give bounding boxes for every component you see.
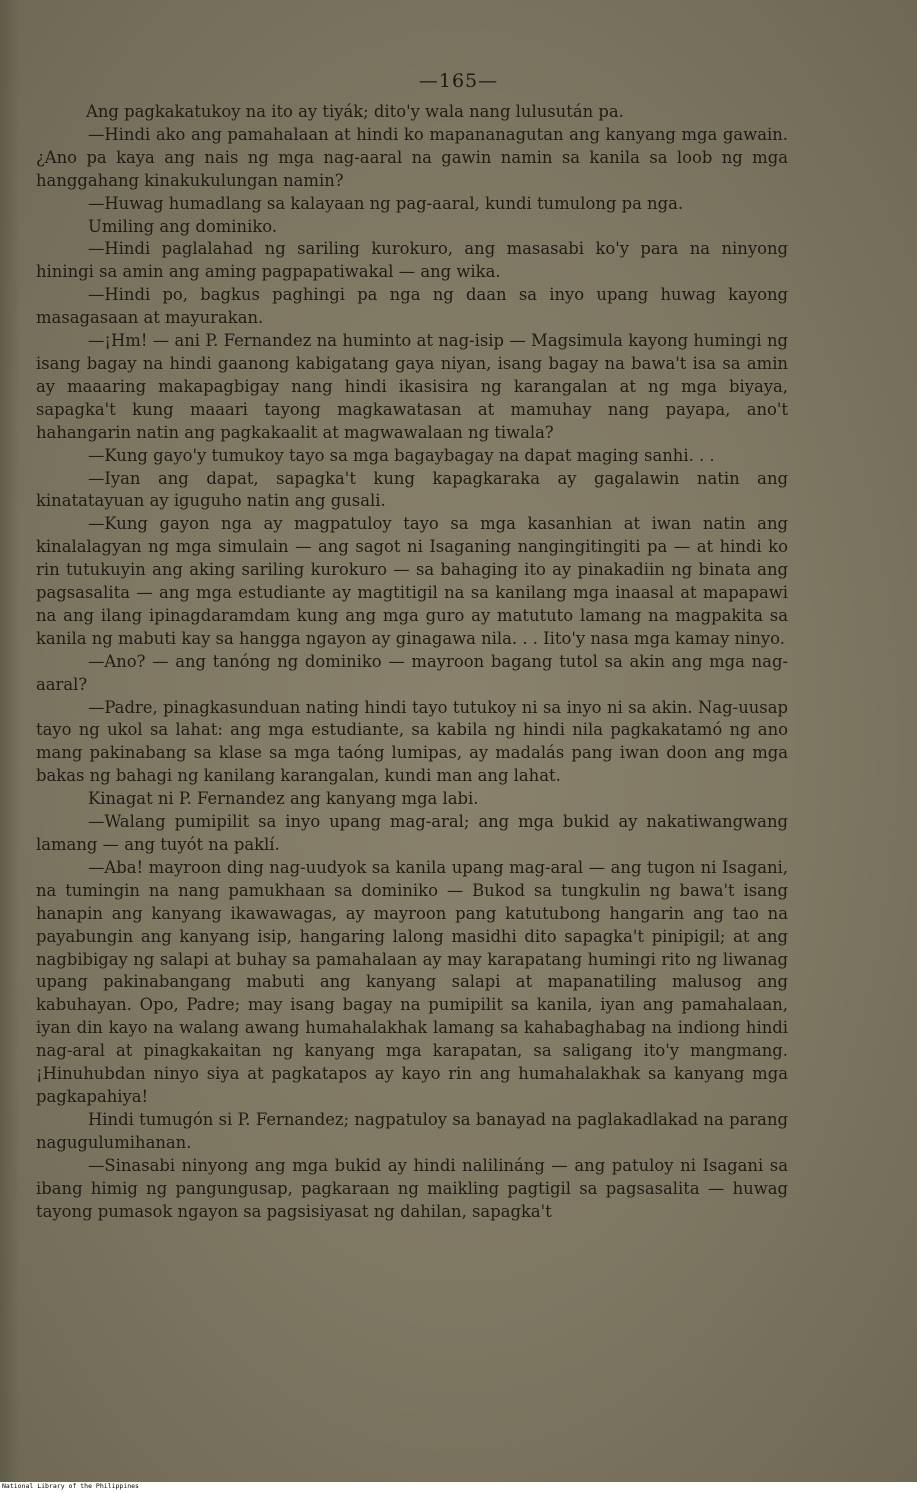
page-edge-shadow [0,0,20,1482]
paragraph: —Aba! mayroon ding nag-uudyok sa kanila upang mag-aral — ang tugon ni Isagani, na tumingin na nang pamukhaan sa dominiko — Bukod sa tungkulin ng bawa't isang hanapin ang kanyang ikawawagas, ay mayroon pang katutubong hangarin ang tao na payabungin ang kanyang isip, hangaring lalong masidhi dito sapagka't pinipigil; at ang nagbibigay ng salapi at buhay sa pamahalaan ay may karapatang humingi rito ng liwanag upang pakinabangang mabuti ang kanyang salapi at mapanatiling malusog ang kabuhayan. Opo, Padre; may isang bagay na pumipilit sa kanila, iyan ang pamahalaan, iyan din kayo na walang awang humahalakhak lamang sa kahabaghabag na indiong hindi nag-aral at pinagkakaitan ng kanyang mga karapatan, sa saligang ito'y mangmang. ¡Hinuhubdan ninyo siya at pagkatapos ay kayo rin ang humahalakhak sa kanyang mga pagkapahiya! [36,857,788,1106]
paragraph: —Hindi ako ang pamahalaan at hindi ko mapananagutan ang kanyang mga gawain. ¿Ano pa kaya ang nais ng mga nag-aaral na gawin namin sa kanila sa loob ng mga hanggahang kinakukulungan namin? [36,124,788,190]
paragraph: Ang pagkakatukoy na ito ay tiyák; dito'y wala nang lulusután pa. [86,102,624,121]
paragraph: —Ano? — ang tanóng ng dominiko — mayroon bagang tutol sa akin ang mga nag-aaral? [36,651,788,694]
paragraph: —Hindi paglalahad ng sariling kurokuro, ang masasabi ko'y para na ninyong hiningi sa amin ang aming pagpapatiwakal — ang wika. [36,239,788,282]
paragraph: —Sinasabi ninyong ang mga bukid ay hindi nalilináng — ang patuloy ni Isagani sa ibang himig ng pangungusap, pagkaraan ng maikling pagtigil sa pagsasalita — huwag tayong pumasok ngayon sa pagsisiyasat ng dahilan, sapagka't [36,1155,788,1221]
paragraph: Kinagat ni P. Fernandez ang kanyang mga labi. [88,789,479,809]
paragraph: —Walang pumipilit sa inyo upang mag-aral; ang mga bukid ay nakatiwangwang lamang — ang tuyót na paklí. [36,812,788,854]
paragraph: —¡Hm! — ani P. Fernandez na huminto at nag-isip — Magsimula kayong humingi ng isang bagay na hindi gaanong kabigatang gaya niyan, isang bagay na bawa't isa sa amin ay maaaring makapagbigay nang hindi ikasisira ng karangalan at ng mga biyaya, sapagka't kung maaari tayong magkawatasan at mamuhay nang payapa, ano't hahangarin natin ang pagkakaalit at magwawalaan ng tiwala? [36,331,788,442]
footer-bar [0,1482,917,1493]
paragraph: —Huwag humadlang sa kalayaan ng pag-aaral, kundi tumulong pa nga. [88,193,684,213]
body-text [36,101,788,1223]
paragraph: Umiling ang dominiko. [88,216,278,236]
paragraph: —Kung gayo'y tumukoy tayo sa mga bagaybagay na dapat maging sanhi. . . [88,445,715,465]
paragraph: —Kung gayon nga ay magpatuloy tayo sa mga kasanhian at iwan natin ang kinalalagyan ng mga simulain — ang sagot ni Isaganing nangingitingiti pa — at hindi ko rin tutukuyin ang aking sariling kurokuro — sa bahaging ito ay pinakadiin ng binata ang pagsasalita — ang mga estudiante ay magtitigil na sa kanilang mga inaasal at mapapawi na ang ilang ipinagdaramdam kung ang mga guro ay matututo lamang na magpakita sa kanila ng mabuti kay sa hangga ngayon ay ginagawa nila. . . Iito'y nasa mga kamay ninyo. [36,514,788,648]
paragraph: —Padre, pinagkasunduan nating hindi tayo tutukoy ni sa inyo ni sa akin. Nag-uusap tayo ng ukol sa lahat: ang mga estudiante, sa kabila ng hindi nila pagkakatamó ng ano mang pakinabang sa klase sa mga taóng lumipas, ay madalás pang iwan doon ang mga bakas ng bahagi ng kanilang karangalan, kundi man ang lahat. [36,697,788,786]
page-number: —165— [418,70,499,92]
paragraph: —Hindi po, bagkus paghingi pa nga ng daan sa inyo upang huwag kayong masagasaan at mayurakan. [36,285,788,328]
library-credit: National Library of the Philippines [2,1482,139,1490]
paragraph: Hindi tumugón si P. Fernandez; nagpatuloy sa banayad na paglakadlakad na parang nagugulumihanan. [36,1109,788,1152]
paragraph: —Iyan ang dapat, sapagka't kung kapagkaraka ay gagalawin natin ang kinatatayuan ay iguguho natin ang gusali. [36,468,788,511]
